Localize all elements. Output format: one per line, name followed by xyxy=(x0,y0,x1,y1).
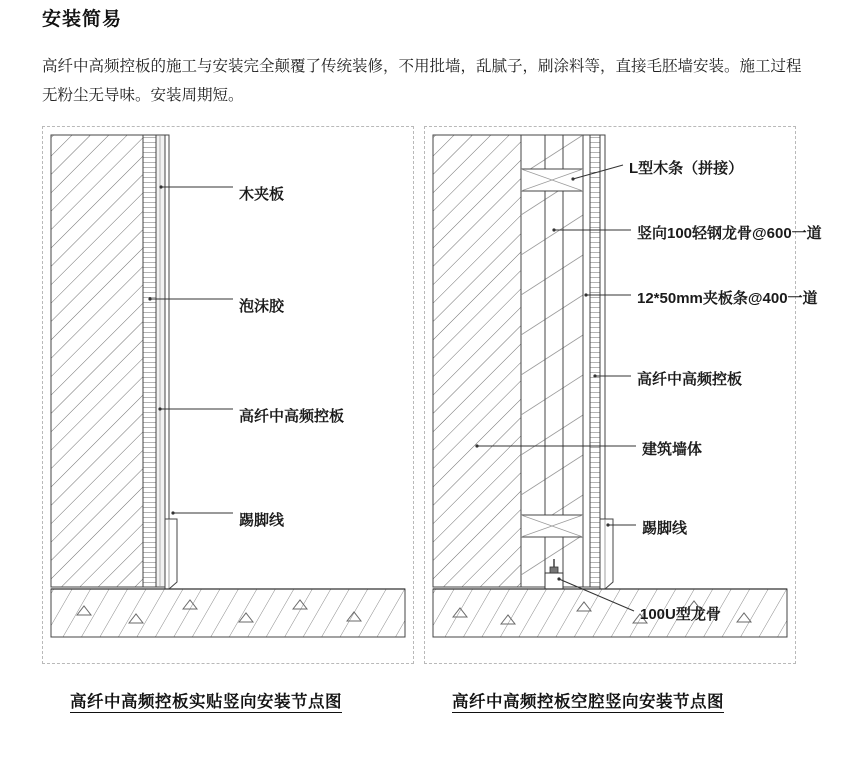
figure-cavity-mount xyxy=(424,126,822,664)
label-plywood-batten: 12*50mm夹板条@400一道 xyxy=(637,290,818,307)
label-u-keel: 100U型龙骨 xyxy=(640,606,721,623)
caption-cavity-mount: 高纤中高频控板空腔竖向安装节点图 xyxy=(452,693,724,711)
figure-group xyxy=(42,126,822,666)
label-building-wall: 建筑墙体 xyxy=(642,441,703,458)
label-control-board: 高纤中高频控板 xyxy=(239,408,345,425)
caption-solid-mount: 高纤中高频控板实贴竖向安装节点图 xyxy=(70,693,342,711)
label-vertical-steel-keel: 竖向100轻钢龙骨@600一道 xyxy=(637,225,822,242)
label-baseboard: 踢脚线 xyxy=(239,512,285,529)
page-title: 安装简易 xyxy=(42,9,123,30)
label-baseboard: 踢脚线 xyxy=(642,520,688,537)
label-plywood: 木夹板 xyxy=(239,186,285,203)
label-foam-glue: 泡沫胶 xyxy=(239,298,285,315)
intro-paragraph: 高纤中高频控板的施工与安装完全颠覆了传统装修，不用批墙，乱腻子，刷涂料等，直接毛胚墙安装。施工过程无粉尘无导味。安装周期短。 xyxy=(42,58,802,104)
label-control-board: 高纤中高频控板 xyxy=(637,371,743,388)
figure-solid-mount xyxy=(42,126,414,664)
label-l-wood-strip: L型木条（拼接） xyxy=(629,160,744,177)
